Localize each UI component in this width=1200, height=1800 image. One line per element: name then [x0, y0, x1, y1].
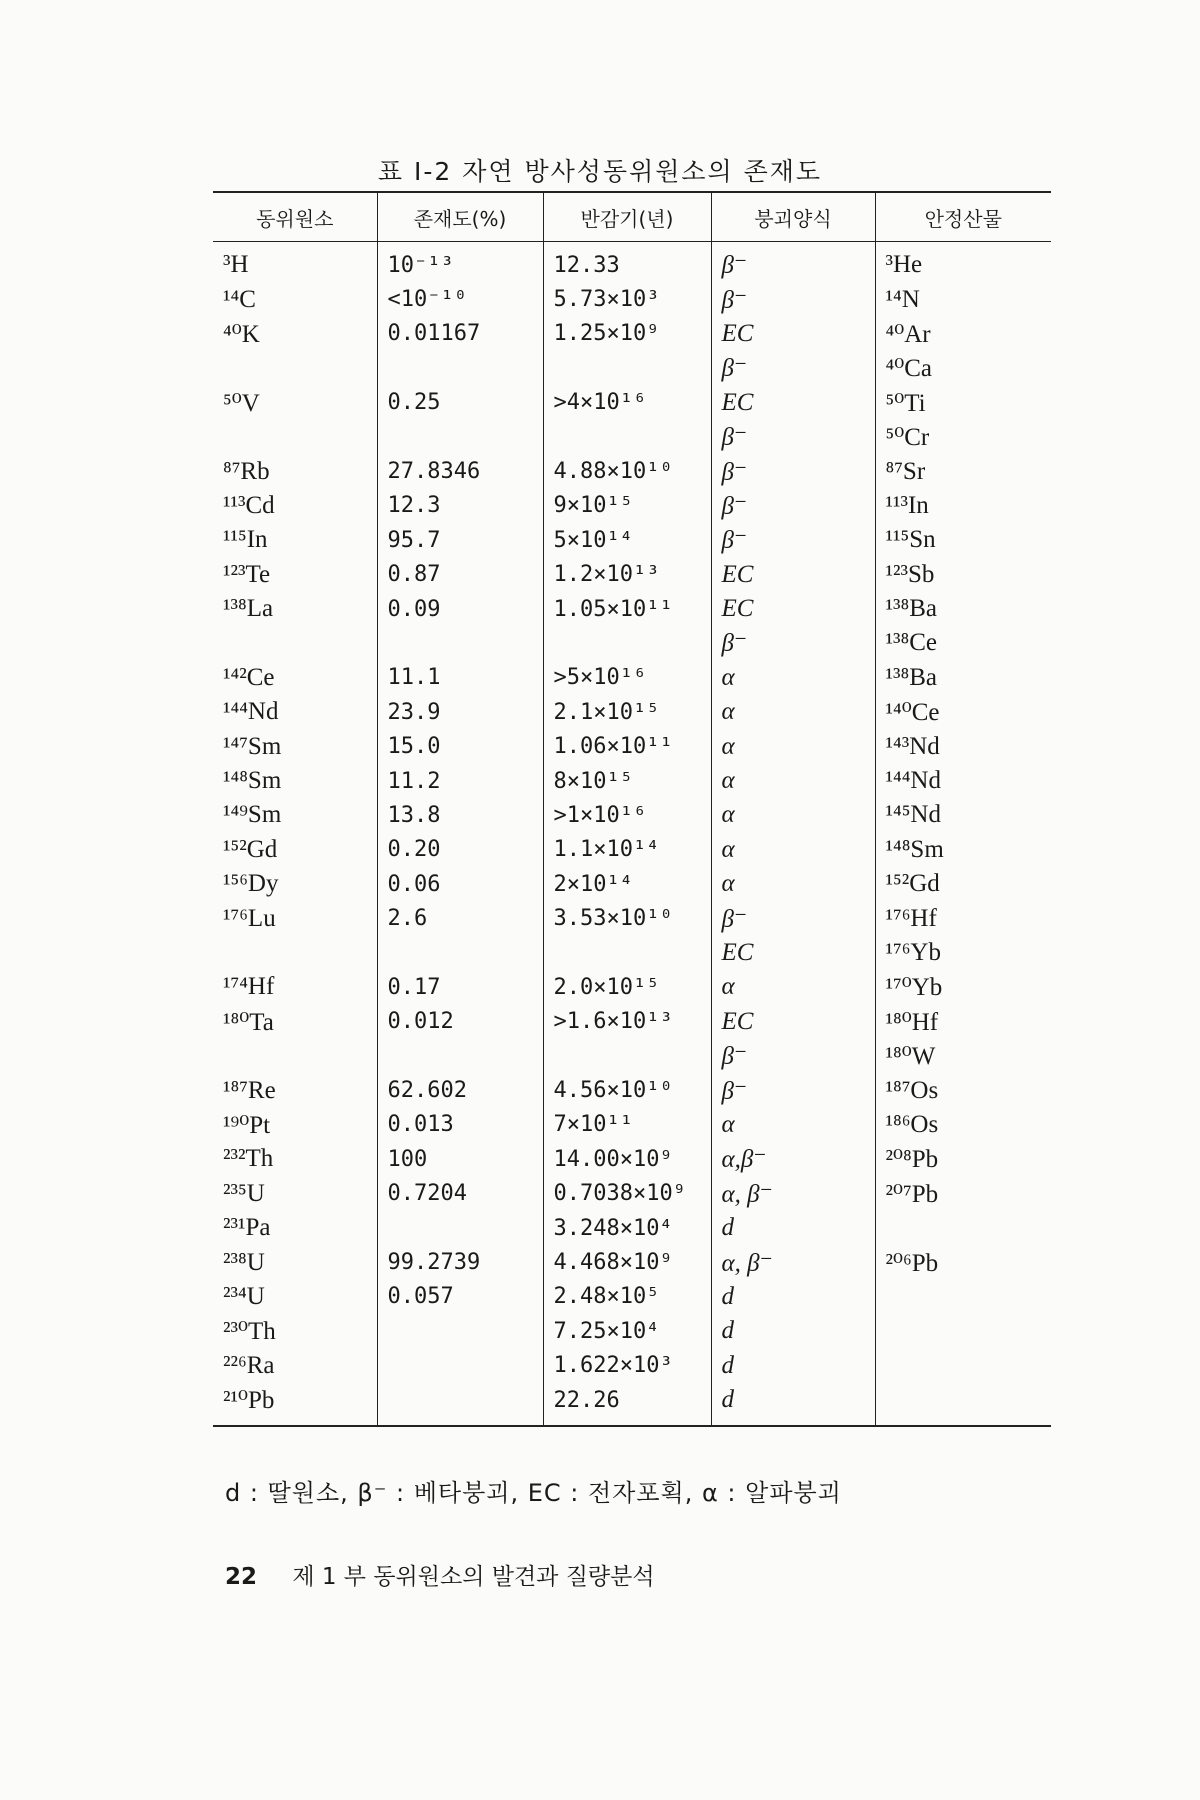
half-life-cell: >1.6×10¹³ — [543, 1005, 711, 1039]
stable-product-cell: ³He — [875, 242, 1051, 283]
isotope-cell: ¹²³Te — [223, 560, 271, 588]
isotope-cell: ³H — [223, 251, 249, 279]
isotope-cell: ¹⁷⁴Hf — [223, 973, 275, 1001]
isotope-cell: ¹⁴²Ce — [223, 663, 275, 691]
half-life-cell: 2.48×10⁵ — [543, 1280, 711, 1314]
decay-mode-cell: α,β⁻ — [711, 1142, 875, 1176]
table-row — [213, 1349, 1051, 1383]
abundance-cell: 0.7204 — [377, 1177, 543, 1211]
table-row — [213, 558, 1051, 592]
stable-product-cell: ⁴⁰Ar — [875, 317, 1051, 351]
abundance-cell: 0.013 — [377, 1108, 543, 1142]
decay-mode-cell: EC — [711, 1005, 875, 1039]
abundance-cell: 62.602 — [377, 1073, 543, 1107]
stable-product-cell: ¹⁵²Gd — [875, 867, 1051, 901]
table-row — [213, 317, 1051, 351]
half-life-cell: 1.06×10¹¹ — [543, 729, 711, 763]
half-life-cell: 12.33 — [543, 242, 711, 283]
half-life-cell: 1.2×10¹³ — [543, 558, 711, 592]
isotope-cell: ¹⁹⁰Pt — [223, 1111, 271, 1139]
isotope-cell: ²³⁵U — [223, 1179, 265, 1207]
half-life-cell: >1×10¹⁶ — [543, 798, 711, 832]
half-life-cell: 2.0×10¹⁵ — [543, 970, 711, 1004]
isotope-cell: ²³⁴U — [223, 1282, 265, 1310]
isotope-cell — [213, 420, 377, 454]
table-row — [213, 936, 1051, 970]
abundance-cell: 95.7 — [377, 523, 543, 557]
half-life-cell: 3.53×10¹⁰ — [543, 901, 711, 935]
isotope-abundance-table — [213, 191, 1051, 1427]
table-row — [213, 1245, 1051, 1279]
half-life-cell: 5×10¹⁴ — [543, 523, 711, 557]
table-header-row — [213, 192, 1051, 242]
header-decay-mode: 붕괴양식 — [711, 192, 875, 242]
isotope-cell: ²¹⁰Pb — [223, 1387, 275, 1415]
decay-mode-cell: EC — [711, 386, 875, 420]
table-row — [213, 661, 1051, 695]
isotope-cell: ⁵⁰V — [223, 389, 260, 417]
abundance-cell: 0.17 — [377, 970, 543, 1004]
isotope-cell: ¹⁷⁶Lu — [223, 904, 276, 932]
stable-product-cell: ⁵⁰Cr — [875, 420, 1051, 454]
decay-mode-cell: α — [711, 833, 875, 867]
stable-product-cell: ¹⁸⁷Os — [875, 1073, 1051, 1107]
isotope-cell — [213, 936, 377, 970]
half-life-cell: 4.88×10¹⁰ — [543, 454, 711, 488]
abundance-cell: 12.3 — [377, 489, 543, 523]
stable-product-cell: ⁴⁰Ca — [875, 351, 1051, 385]
abundance-cell: 13.8 — [377, 798, 543, 832]
abundance-cell — [377, 936, 543, 970]
stable-product-cell: ¹³⁸Ce — [875, 626, 1051, 660]
table-row — [213, 282, 1051, 316]
half-life-cell: 3.248×10⁴ — [543, 1211, 711, 1245]
footer-text: 제 1 부 동위원소의 발견과 질량분석 — [292, 1564, 655, 1590]
decay-mode-cell: α — [711, 764, 875, 798]
decay-mode-cell: α — [711, 798, 875, 832]
decay-mode-cell: α — [711, 695, 875, 729]
half-life-cell: 1.25×10⁹ — [543, 317, 711, 351]
table-row — [213, 1073, 1051, 1107]
abundance-cell: 10⁻¹³ — [377, 242, 543, 283]
abundance-cell: 99.2739 — [377, 1245, 543, 1279]
table-row — [213, 1177, 1051, 1211]
table-row — [213, 523, 1051, 557]
stable-product-cell: ¹⁷⁶Yb — [875, 936, 1051, 970]
table-row — [213, 1005, 1051, 1039]
stable-product-cell: ¹⁴⁵Nd — [875, 798, 1051, 832]
stable-product-cell: ¹¹³In — [875, 489, 1051, 523]
stable-product-cell: ¹⁸⁰Hf — [875, 1005, 1051, 1039]
decay-mode-cell: EC — [711, 936, 875, 970]
table-row — [213, 420, 1051, 454]
stable-product-cell: ²⁰⁶Pb — [875, 1245, 1051, 1279]
stable-product-cell: ⁵⁰Ti — [875, 386, 1051, 420]
header-half-life: 반감기(년) — [543, 192, 711, 242]
abundance-cell — [377, 1211, 543, 1245]
table-row — [213, 1039, 1051, 1073]
isotope-cell: ¹⁴⁴Nd — [223, 698, 279, 726]
stable-product-cell: ¹³⁸Ba — [875, 592, 1051, 626]
isotope-cell: ⁴⁰K — [223, 320, 260, 348]
abundance-cell: 0.012 — [377, 1005, 543, 1039]
decay-mode-cell: β⁻ — [711, 489, 875, 523]
abundance-cell: 0.20 — [377, 833, 543, 867]
isotope-cell: ¹⁴C — [223, 285, 256, 313]
half-life-cell: 2×10¹⁴ — [543, 867, 711, 901]
decay-mode-cell: β⁻ — [711, 420, 875, 454]
page-number: 22 — [225, 1564, 258, 1590]
table-row — [213, 1314, 1051, 1348]
decay-mode-cell: α — [711, 970, 875, 1004]
decay-mode-cell: β⁻ — [711, 1073, 875, 1107]
decay-mode-cell: EC — [711, 558, 875, 592]
half-life-cell: 4.56×10¹⁰ — [543, 1073, 711, 1107]
table-row — [213, 592, 1051, 626]
decay-mode-cell: α — [711, 1108, 875, 1142]
abundance-cell — [377, 1383, 543, 1426]
stable-product-cell: ²⁰⁸Pb — [875, 1142, 1051, 1176]
abundance-cell: 0.87 — [377, 558, 543, 592]
stable-product-cell: ¹⁸⁰W — [875, 1039, 1051, 1073]
isotope-cell: ¹⁸⁷Re — [223, 1076, 276, 1104]
table-row — [213, 386, 1051, 420]
stable-product-cell: ¹⁴⁰Ce — [875, 695, 1051, 729]
isotope-cell — [213, 1039, 377, 1073]
stable-product-cell: ¹⁴⁴Nd — [875, 764, 1051, 798]
table-row — [213, 764, 1051, 798]
table-row — [213, 1211, 1051, 1245]
table-row — [213, 1108, 1051, 1142]
isotope-cell: ²³⁰Th — [223, 1318, 276, 1346]
abundance-cell: 23.9 — [377, 695, 543, 729]
decay-mode-cell: d — [711, 1280, 875, 1314]
page-footer — [225, 1558, 655, 1591]
half-life-cell: 0.7038×10⁹ — [543, 1177, 711, 1211]
half-life-cell: 4.468×10⁹ — [543, 1245, 711, 1279]
isotope-cell: ²³¹Pa — [223, 1214, 271, 1242]
decay-mode-cell: β⁻ — [711, 282, 875, 316]
half-life-cell: 7.25×10⁴ — [543, 1314, 711, 1348]
decay-mode-cell: d — [711, 1211, 875, 1245]
isotope-cell: ¹⁵²Gd — [223, 835, 278, 863]
half-life-cell: 8×10¹⁵ — [543, 764, 711, 798]
stable-product-cell — [875, 1314, 1051, 1348]
table-row — [213, 1383, 1051, 1426]
half-life-cell — [543, 936, 711, 970]
isotope-cell — [213, 626, 377, 660]
half-life-cell — [543, 351, 711, 385]
table-body — [213, 242, 1051, 1427]
stable-product-cell: ¹²³Sb — [875, 558, 1051, 592]
decay-mode-cell: EC — [711, 592, 875, 626]
abundance-cell: 2.6 — [377, 901, 543, 935]
half-life-cell: 2.1×10¹⁵ — [543, 695, 711, 729]
abundance-cell: 0.25 — [377, 386, 543, 420]
isotope-cell: ¹¹⁵In — [223, 526, 268, 554]
table-row — [213, 1142, 1051, 1176]
decay-mode-cell: β⁻ — [711, 901, 875, 935]
half-life-cell: 1.622×10³ — [543, 1349, 711, 1383]
half-life-cell: >4×10¹⁶ — [543, 386, 711, 420]
abundance-cell — [377, 351, 543, 385]
table-row — [213, 901, 1051, 935]
abundance-cell: 11.1 — [377, 661, 543, 695]
abundance-cell: 0.06 — [377, 867, 543, 901]
decay-mode-cell: β⁻ — [711, 351, 875, 385]
isotope-cell: ¹³⁸La — [223, 595, 274, 623]
abundance-cell — [377, 420, 543, 454]
stable-product-cell: ¹⁴³Nd — [875, 729, 1051, 763]
half-life-cell — [543, 420, 711, 454]
half-life-cell: 22.26 — [543, 1383, 711, 1426]
abundance-cell: <10⁻¹⁰ — [377, 282, 543, 316]
isotope-cell: ⁸⁷Rb — [223, 457, 270, 485]
half-life-cell: 1.05×10¹¹ — [543, 592, 711, 626]
isotope-cell — [213, 351, 377, 385]
table-row — [213, 970, 1051, 1004]
stable-product-cell: ¹³⁸Ba — [875, 661, 1051, 695]
isotope-cell: ²³²Th — [223, 1145, 274, 1173]
half-life-cell: 9×10¹⁵ — [543, 489, 711, 523]
decay-mode-cell: d — [711, 1314, 875, 1348]
stable-product-cell: ¹¹⁵Sn — [875, 523, 1051, 557]
header-isotope: 동위원소 — [213, 192, 377, 242]
isotope-cell: ²²⁶Ra — [223, 1351, 275, 1379]
half-life-cell: 5.73×10³ — [543, 282, 711, 316]
abundance-cell: 11.2 — [377, 764, 543, 798]
half-life-cell: 1.1×10¹⁴ — [543, 833, 711, 867]
table-title: 표 I-2 자연 방사성동위원소의 존재도 — [377, 157, 823, 186]
table-row — [213, 351, 1051, 385]
abundance-cell — [377, 626, 543, 660]
decay-mode-cell: β⁻ — [711, 626, 875, 660]
abundance-cell: 15.0 — [377, 729, 543, 763]
stable-product-cell — [875, 1349, 1051, 1383]
decay-mode-cell: β⁻ — [711, 1039, 875, 1073]
decay-mode-cell: α, β⁻ — [711, 1245, 875, 1279]
table-row — [213, 489, 1051, 523]
stable-product-cell: ²⁰⁷Pb — [875, 1177, 1051, 1211]
abundance-cell: 0.01167 — [377, 317, 543, 351]
table-row — [213, 798, 1051, 832]
decay-mode-cell: α — [711, 661, 875, 695]
decay-mode-cell: d — [711, 1349, 875, 1383]
isotope-cell: ¹⁴⁹Sm — [223, 801, 282, 829]
abundance-cell: 0.09 — [377, 592, 543, 626]
half-life-cell: 14.00×10⁹ — [543, 1142, 711, 1176]
isotope-cell: ¹⁸⁰Ta — [223, 1008, 274, 1036]
stable-product-cell — [875, 1211, 1051, 1245]
header-abundance: 존재도(%) — [377, 192, 543, 242]
stable-product-cell: ¹⁴⁸Sm — [875, 833, 1051, 867]
isotope-cell: ¹¹³Cd — [223, 491, 275, 519]
isotope-cell: ²³⁸U — [223, 1248, 265, 1276]
abundance-cell — [377, 1349, 543, 1383]
decay-mode-cell: d — [711, 1383, 875, 1426]
stable-product-cell — [875, 1280, 1051, 1314]
decay-mode-cell: α — [711, 729, 875, 763]
table-row — [213, 626, 1051, 660]
stable-product-cell: ¹⁷⁰Yb — [875, 970, 1051, 1004]
table-row — [213, 1280, 1051, 1314]
decay-mode-cell: EC — [711, 317, 875, 351]
abundance-cell — [377, 1314, 543, 1348]
table-row — [213, 454, 1051, 488]
stable-product-cell: ¹⁸⁶Os — [875, 1108, 1051, 1142]
half-life-cell: >5×10¹⁶ — [543, 661, 711, 695]
table-row — [213, 833, 1051, 867]
half-life-cell — [543, 626, 711, 660]
abundance-cell: 100 — [377, 1142, 543, 1176]
decay-mode-cell: β⁻ — [711, 242, 875, 283]
decay-mode-cell: α, β⁻ — [711, 1177, 875, 1211]
stable-product-cell: ¹⁷⁶Hf — [875, 901, 1051, 935]
half-life-cell — [543, 1039, 711, 1073]
decay-mode-cell: β⁻ — [711, 523, 875, 557]
abundance-cell: 0.057 — [377, 1280, 543, 1314]
half-life-cell: 7×10¹¹ — [543, 1108, 711, 1142]
stable-product-cell: ¹⁴N — [875, 282, 1051, 316]
isotope-cell: ¹⁴⁸Sm — [223, 767, 282, 795]
header-stable-product: 안정산물 — [875, 192, 1051, 242]
abundance-cell — [377, 1039, 543, 1073]
decay-mode-cell: α — [711, 867, 875, 901]
isotope-cell: ¹⁴⁷Sm — [223, 732, 282, 760]
stable-product-cell: ⁸⁷Sr — [875, 454, 1051, 488]
table-row — [213, 695, 1051, 729]
table-row — [213, 729, 1051, 763]
abundance-cell: 27.8346 — [377, 454, 543, 488]
table-row — [213, 242, 1051, 283]
decay-mode-cell: β⁻ — [711, 454, 875, 488]
isotope-cell: ¹⁵⁶Dy — [223, 870, 279, 898]
table-footnote: d : 딸원소, β⁻ : 베타붕괴, EC : 전자포획, α : 알파붕괴 — [225, 1479, 842, 1507]
table-row — [213, 867, 1051, 901]
stable-product-cell — [875, 1383, 1051, 1426]
